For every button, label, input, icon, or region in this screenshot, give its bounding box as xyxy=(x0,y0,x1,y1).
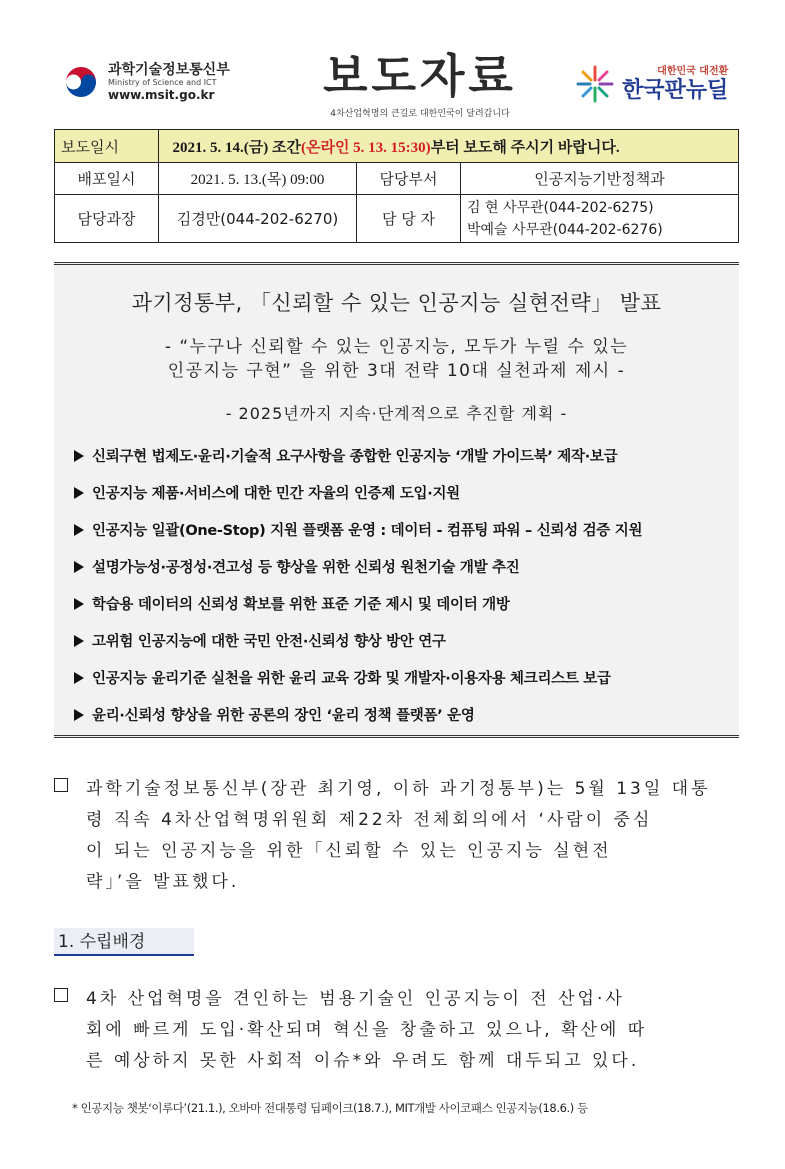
contact-row xyxy=(55,195,739,243)
newdeal-burst-icon xyxy=(574,64,616,104)
list-item xyxy=(74,548,724,585)
triangle-bullet-icon xyxy=(74,450,84,462)
paragraph-line: 령 직속 4차산업혁명위원회 제22차 전체회의에서 ‘사람이 중심 xyxy=(86,810,653,830)
contact-label: 담 당 자 xyxy=(357,195,461,243)
ministry-logo xyxy=(62,62,230,102)
newdeal-logo xyxy=(574,64,728,104)
background-paragraph xyxy=(54,984,739,1077)
list-item xyxy=(74,696,724,733)
triangle-bullet-icon xyxy=(74,561,84,573)
distribute-value: 2021. 5. 13.(목) 09:00 xyxy=(159,163,357,195)
bullet-text: 설명가능성·공정성·견고성 등 향상을 위한 신뢰성 원천기술 개발 추진 xyxy=(92,560,520,576)
release-suffix: 부터 보도해 주시기 바랍니다. xyxy=(430,139,620,156)
list-item xyxy=(74,622,724,659)
summary-title: 과기정통부, 「신뢰할 수 있는 인공지능 실현전략」 발표 xyxy=(131,291,662,315)
list-item xyxy=(74,437,724,474)
bullet-text: 학습용 데이터의 신뢰성 확보를 위한 표준 기준 제시 및 데이터 개방 xyxy=(92,597,510,613)
list-item xyxy=(74,585,724,622)
dept-label: 담당부서 xyxy=(357,163,461,195)
triangle-bullet-icon xyxy=(74,524,84,536)
bullet-text: 고위험 인공지능에 대한 국민 안전·신뢰성 향상 방안 연구 xyxy=(92,634,446,650)
newdeal-title: 한국판뉴딜 xyxy=(622,77,729,103)
paragraph-line: 과학기술정보통신부(장관 최기영, 이하 과기정통부)는 5월 13일 대통 xyxy=(86,779,711,799)
triangle-bullet-icon xyxy=(74,598,84,610)
triangle-bullet-icon xyxy=(74,672,84,684)
contact-value xyxy=(461,195,739,243)
release-title: 보도자료 xyxy=(323,49,517,103)
bullet-text: 인공지능 일괄(One-Stop) 지원 플랫폼 운영 : 데이터 - 컴퓨팅 파워 – 신뢰성 검증 지원 xyxy=(92,523,643,539)
manager-value: 김경만(044-202-6270) xyxy=(159,195,357,243)
paragraph-line: 이 되는 인공지능을 위한「신뢰할 수 있는 인공지능 실현전 xyxy=(86,841,612,861)
release-row xyxy=(55,130,739,163)
paragraph-line: 4차 산업혁명을 견인하는 범용기술인 인공지능이 전 산업·사 xyxy=(86,989,625,1009)
contact-2: 박예슬 사무관(044-202-6276) xyxy=(467,221,663,238)
list-item xyxy=(74,511,724,548)
release-online: (온라인 5. 13. 15:30) xyxy=(300,139,431,156)
triangle-bullet-icon xyxy=(74,635,84,647)
manager-label: 담당과장 xyxy=(55,195,159,243)
page-header xyxy=(0,0,785,130)
bullet-text: 인공지능 윤리기준 실천을 위한 윤리 교육 강화 및 개발자·이용자용 체크리스트 보급 xyxy=(92,671,611,687)
ministry-name: 과학기술정보통신부 xyxy=(108,62,230,78)
ministry-url: www.msit.go.kr xyxy=(108,88,215,102)
summary-subtitle-line-1: - “누구나 신뢰할 수 있는 인공지능, 모두가 누릴 수 있는 xyxy=(164,337,629,357)
distribute-label: 배포일시 xyxy=(55,163,159,195)
summary-subtitle-line-2: 인공지능 구현” 을 위한 3대 전략 10대 실천과제 제시 - xyxy=(167,361,626,381)
bullet-text: 신뢰구현 법제도·윤리·기술적 요구사항을 종합한 인공지능 ‘개발 가이드북’ 제작·보급 xyxy=(92,449,618,465)
bullet-text: 윤리·신뢰성 향상을 위한 공론의 장인 ‘윤리 정책 플랫폼’ 운영 xyxy=(92,708,475,724)
summary-subtitle xyxy=(54,335,739,383)
release-label: 보도일시 xyxy=(55,130,159,163)
intro-paragraph xyxy=(54,774,739,898)
release-date: 2021. 5. 14.(금) 조간 xyxy=(172,139,301,156)
dept-value: 인공지능기반정책과 xyxy=(461,163,739,195)
distribute-row xyxy=(55,163,739,195)
summary-box xyxy=(54,262,739,738)
contact-1: 김 현 사무관(044-202-6275) xyxy=(467,199,654,216)
taeguk-emblem-icon xyxy=(62,63,100,101)
square-bullet-icon xyxy=(54,988,68,1002)
paragraph-line: 른 예상하지 못한 사회적 이슈*와 우려도 함께 대두되고 있다. xyxy=(86,1051,640,1071)
footnote: * 인공지능 챗봇‘이루다’(21.1.), 오바마 전대통령 딥페이크(18.7.), MIT개발 사이코패스 인공지능(18.6.) 등 xyxy=(72,1101,588,1115)
bullet-text: 인공지능 제품·서비스에 대한 민간 자율의 인증제 도입·지원 xyxy=(92,486,460,502)
list-item xyxy=(74,659,724,696)
triangle-bullet-icon xyxy=(74,709,84,721)
release-slogan: 4차산업혁명의 큰길로 대한민국이 달려갑니다 xyxy=(330,109,510,119)
summary-bullets xyxy=(74,437,724,733)
list-item xyxy=(74,474,724,511)
newdeal-subtitle: 대한민국 대전환 xyxy=(657,65,729,77)
release-time xyxy=(159,130,739,163)
triangle-bullet-icon xyxy=(74,487,84,499)
section-heading: 1. 수립배경 xyxy=(54,928,194,956)
ministry-eng: Ministry of Science and ICT xyxy=(108,78,217,87)
square-bullet-icon xyxy=(54,778,68,792)
release-info-table xyxy=(54,129,739,243)
summary-plan: - 2025년까지 지속·단계적으로 추진할 계획 - xyxy=(225,404,568,423)
paragraph-line: 략」’을 발표했다. xyxy=(86,872,240,892)
paragraph-line: 회에 빠르게 도입·확산되며 혁신을 창출하고 있으나, 확산에 따 xyxy=(86,1020,648,1040)
